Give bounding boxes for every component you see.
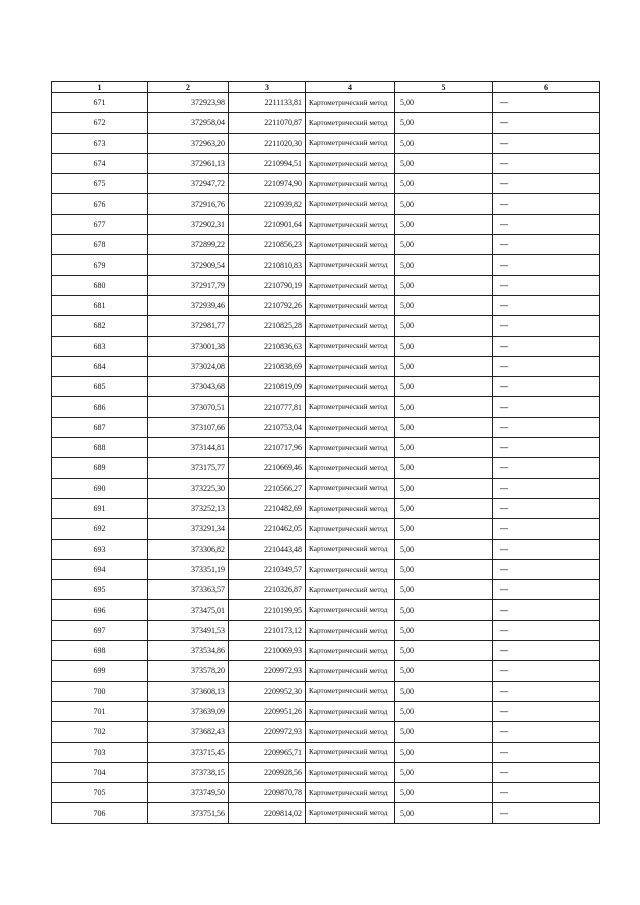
cell-x-coordinate: 372916,76 [148,194,229,214]
cell-x-coordinate: 372958,04 [148,113,229,133]
column-header: 5 [395,82,493,93]
cell-note: — [493,336,600,356]
cell-accuracy: 5,00 [395,174,493,194]
cell-note: — [493,701,600,721]
cell-point-number: 680 [52,275,148,295]
cell-point-number: 697 [52,620,148,640]
cell-note: — [493,722,600,742]
cell-accuracy: 5,00 [395,397,493,417]
table-body [52,93,600,824]
cell-x-coordinate: 373024,08 [148,356,229,376]
cell-y-coordinate: 2210836,63 [229,336,306,356]
table-row [52,539,600,559]
cell-x-coordinate: 373001,38 [148,336,229,356]
cell-note: — [493,620,600,640]
cell-method: Картометрический метод [306,600,395,620]
cell-x-coordinate: 373738,15 [148,762,229,782]
cell-accuracy: 5,00 [395,438,493,458]
table-row [52,519,600,539]
cell-accuracy: 5,00 [395,356,493,376]
cell-point-number: 683 [52,336,148,356]
cell-method: Картометрический метод [306,580,395,600]
table-row [52,641,600,661]
cell-accuracy: 5,00 [395,336,493,356]
cell-point-number: 694 [52,559,148,579]
cell-method: Картометрический метод [306,539,395,559]
table-row [52,762,600,782]
cell-method: Картометрический метод [306,478,395,498]
table-row [52,458,600,478]
table-row [52,498,600,518]
cell-y-coordinate: 2210462,05 [229,519,306,539]
cell-y-coordinate: 2209870,78 [229,783,306,803]
cell-y-coordinate: 2209965,71 [229,742,306,762]
cell-x-coordinate: 373225,30 [148,478,229,498]
cell-accuracy: 5,00 [395,762,493,782]
table-row [52,93,600,113]
cell-note: — [493,93,600,113]
cell-x-coordinate: 373043,68 [148,377,229,397]
cell-accuracy: 5,00 [395,417,493,437]
cell-accuracy: 5,00 [395,722,493,742]
cell-accuracy: 5,00 [395,255,493,275]
cell-accuracy: 5,00 [395,458,493,478]
cell-point-number: 673 [52,133,148,153]
cell-point-number: 690 [52,478,148,498]
cell-point-number: 674 [52,153,148,173]
table-row [52,620,600,640]
cell-method: Картометрический метод [306,377,395,397]
cell-y-coordinate: 2209928,56 [229,762,306,782]
cell-method: Картометрический метод [306,255,395,275]
cell-x-coordinate: 373749,50 [148,783,229,803]
cell-method: Картометрический метод [306,701,395,721]
cell-note: — [493,174,600,194]
table-row [52,377,600,397]
cell-note: — [493,133,600,153]
cell-point-number: 681 [52,295,148,315]
cell-y-coordinate: 2210974,90 [229,174,306,194]
cell-y-coordinate: 2210901,64 [229,214,306,234]
cell-note: — [493,255,600,275]
table-row [52,580,600,600]
cell-y-coordinate: 2210069,93 [229,641,306,661]
cell-method: Картометрический метод [306,93,395,113]
cell-method: Картометрический метод [306,214,395,234]
cell-point-number: 685 [52,377,148,397]
cell-point-number: 692 [52,519,148,539]
cell-point-number: 671 [52,93,148,113]
cell-x-coordinate: 372947,72 [148,174,229,194]
cell-x-coordinate: 373175,77 [148,458,229,478]
table-row [52,113,600,133]
table-row [52,295,600,315]
cell-accuracy: 5,00 [395,93,493,113]
cell-y-coordinate: 2210349,57 [229,559,306,579]
cell-y-coordinate: 2210792,26 [229,295,306,315]
cell-note: — [493,438,600,458]
cell-y-coordinate: 2211070,87 [229,113,306,133]
cell-y-coordinate: 2210443,48 [229,539,306,559]
cell-method: Картометрический метод [306,783,395,803]
cell-accuracy: 5,00 [395,377,493,397]
cell-accuracy: 5,00 [395,295,493,315]
table-row [52,235,600,255]
cell-y-coordinate: 2211020,30 [229,133,306,153]
table-row [52,559,600,579]
cell-method: Картометрический метод [306,681,395,701]
cell-x-coordinate: 373751,56 [148,803,229,823]
cell-point-number: 679 [52,255,148,275]
cell-accuracy: 5,00 [395,600,493,620]
cell-accuracy: 5,00 [395,275,493,295]
cell-accuracy: 5,00 [395,153,493,173]
cell-x-coordinate: 373306,82 [148,539,229,559]
cell-method: Картометрический метод [306,620,395,640]
cell-method: Картометрический метод [306,356,395,376]
cell-method: Картометрический метод [306,153,395,173]
cell-x-coordinate: 373715,45 [148,742,229,762]
cell-point-number: 676 [52,194,148,214]
cell-method: Картометрический метод [306,174,395,194]
cell-x-coordinate: 372961,13 [148,153,229,173]
cell-point-number: 696 [52,600,148,620]
cell-y-coordinate: 2210819,09 [229,377,306,397]
cell-y-coordinate: 2209814,02 [229,803,306,823]
table-row [52,336,600,356]
cell-accuracy: 5,00 [395,701,493,721]
column-header: 6 [493,82,600,93]
cell-y-coordinate: 2210753,04 [229,417,306,437]
table-row [52,214,600,234]
cell-method: Картометрический метод [306,397,395,417]
cell-note: — [493,417,600,437]
cell-note: — [493,762,600,782]
cell-y-coordinate: 2210199,95 [229,600,306,620]
cell-method: Картометрический метод [306,417,395,437]
cell-y-coordinate: 2210326,87 [229,580,306,600]
coordinates-table [51,81,600,824]
column-header: 3 [229,82,306,93]
cell-note: — [493,235,600,255]
cell-x-coordinate: 373351,19 [148,559,229,579]
cell-y-coordinate: 2210566,27 [229,478,306,498]
cell-point-number: 703 [52,742,148,762]
cell-method: Картометрический метод [306,235,395,255]
cell-y-coordinate: 2209972,93 [229,661,306,681]
cell-method: Картометрический метод [306,458,395,478]
table-row [52,722,600,742]
cell-y-coordinate: 2210939,82 [229,194,306,214]
cell-point-number: 702 [52,722,148,742]
cell-accuracy: 5,00 [395,742,493,762]
cell-method: Картометрический метод [306,295,395,315]
cell-y-coordinate: 2210790,19 [229,275,306,295]
table-row [52,701,600,721]
cell-x-coordinate: 373291,34 [148,519,229,539]
table-row [52,478,600,498]
cell-accuracy: 5,00 [395,113,493,133]
table-row [52,174,600,194]
cell-accuracy: 5,00 [395,641,493,661]
cell-note: — [493,559,600,579]
cell-x-coordinate: 372981,77 [148,316,229,336]
cell-accuracy: 5,00 [395,214,493,234]
cell-x-coordinate: 373070,51 [148,397,229,417]
cell-method: Картометрический метод [306,722,395,742]
cell-method: Картометрический метод [306,519,395,539]
cell-point-number: 677 [52,214,148,234]
cell-point-number: 691 [52,498,148,518]
cell-note: — [493,356,600,376]
cell-method: Картометрический метод [306,742,395,762]
cell-method: Картометрический метод [306,133,395,153]
cell-accuracy: 5,00 [395,478,493,498]
cell-note: — [493,498,600,518]
cell-point-number: 706 [52,803,148,823]
table-row [52,681,600,701]
cell-x-coordinate: 373608,13 [148,681,229,701]
cell-point-number: 675 [52,174,148,194]
cell-x-coordinate: 373475,01 [148,600,229,620]
header-row [52,82,600,93]
table-row [52,356,600,376]
cell-method: Картометрический метод [306,113,395,133]
cell-note: — [493,641,600,661]
table-row [52,133,600,153]
table-row [52,153,600,173]
cell-accuracy: 5,00 [395,539,493,559]
cell-y-coordinate: 2210669,46 [229,458,306,478]
cell-x-coordinate: 373491,53 [148,620,229,640]
cell-x-coordinate: 373534,86 [148,641,229,661]
cell-note: — [493,194,600,214]
cell-y-coordinate: 2210856,23 [229,235,306,255]
table-row [52,316,600,336]
cell-y-coordinate: 2210777,81 [229,397,306,417]
cell-point-number: 700 [52,681,148,701]
cell-x-coordinate: 372939,46 [148,295,229,315]
table-row [52,255,600,275]
table-row [52,438,600,458]
cell-x-coordinate: 373682,43 [148,722,229,742]
cell-note: — [493,539,600,559]
cell-y-coordinate: 2209952,30 [229,681,306,701]
cell-point-number: 689 [52,458,148,478]
cell-note: — [493,275,600,295]
cell-method: Картометрический метод [306,498,395,518]
cell-method: Картометрический метод [306,316,395,336]
cell-x-coordinate: 372899,22 [148,235,229,255]
cell-point-number: 693 [52,539,148,559]
cell-y-coordinate: 2210482,69 [229,498,306,518]
cell-x-coordinate: 373144,81 [148,438,229,458]
cell-point-number: 698 [52,641,148,661]
cell-x-coordinate: 372902,31 [148,214,229,234]
cell-point-number: 686 [52,397,148,417]
cell-note: — [493,580,600,600]
column-header: 2 [148,82,229,93]
cell-method: Картометрический метод [306,336,395,356]
cell-point-number: 684 [52,356,148,376]
cell-method: Картометрический метод [306,559,395,579]
cell-note: — [493,600,600,620]
cell-point-number: 705 [52,783,148,803]
cell-x-coordinate: 373363,57 [148,580,229,600]
table-row [52,600,600,620]
cell-point-number: 687 [52,417,148,437]
cell-point-number: 695 [52,580,148,600]
cell-note: — [493,153,600,173]
cell-accuracy: 5,00 [395,235,493,255]
cell-x-coordinate: 373107,66 [148,417,229,437]
column-header: 4 [306,82,395,93]
cell-note: — [493,316,600,336]
cell-accuracy: 5,00 [395,316,493,336]
table-row [52,275,600,295]
cell-note: — [493,113,600,133]
table-row [52,417,600,437]
cell-method: Картометрический метод [306,803,395,823]
table-row [52,783,600,803]
cell-note: — [493,742,600,762]
cell-x-coordinate: 372909,54 [148,255,229,275]
cell-note: — [493,478,600,498]
cell-note: — [493,397,600,417]
cell-y-coordinate: 2210173,12 [229,620,306,640]
cell-point-number: 704 [52,762,148,782]
cell-accuracy: 5,00 [395,620,493,640]
cell-y-coordinate: 2211133,81 [229,93,306,113]
cell-y-coordinate: 2210994,51 [229,153,306,173]
cell-accuracy: 5,00 [395,519,493,539]
cell-point-number: 701 [52,701,148,721]
cell-method: Картометрический метод [306,275,395,295]
cell-note: — [493,783,600,803]
cell-point-number: 699 [52,661,148,681]
table-row [52,661,600,681]
cell-note: — [493,458,600,478]
cell-method: Картометрический метод [306,762,395,782]
coordinates-table-container [51,81,599,824]
cell-accuracy: 5,00 [395,559,493,579]
cell-note: — [493,803,600,823]
cell-y-coordinate: 2209951,26 [229,701,306,721]
cell-point-number: 678 [52,235,148,255]
cell-x-coordinate: 373578,20 [148,661,229,681]
cell-x-coordinate: 372917,79 [148,275,229,295]
cell-accuracy: 5,00 [395,783,493,803]
cell-method: Картометрический метод [306,641,395,661]
cell-y-coordinate: 2209972,93 [229,722,306,742]
cell-y-coordinate: 2210825,28 [229,316,306,336]
cell-y-coordinate: 2210717,96 [229,438,306,458]
table-row [52,742,600,762]
cell-y-coordinate: 2210838,69 [229,356,306,376]
cell-method: Картометрический метод [306,661,395,681]
table-row [52,803,600,823]
cell-accuracy: 5,00 [395,803,493,823]
cell-point-number: 688 [52,438,148,458]
cell-accuracy: 5,00 [395,194,493,214]
cell-x-coordinate: 373252,13 [148,498,229,518]
cell-note: — [493,214,600,234]
cell-note: — [493,681,600,701]
cell-accuracy: 5,00 [395,580,493,600]
cell-point-number: 682 [52,316,148,336]
cell-method: Картометрический метод [306,194,395,214]
cell-x-coordinate: 373639,09 [148,701,229,721]
table-row [52,194,600,214]
table-row [52,397,600,417]
cell-method: Картометрический метод [306,438,395,458]
cell-note: — [493,519,600,539]
cell-x-coordinate: 372963,20 [148,133,229,153]
cell-accuracy: 5,00 [395,498,493,518]
cell-accuracy: 5,00 [395,661,493,681]
cell-note: — [493,295,600,315]
cell-accuracy: 5,00 [395,681,493,701]
cell-x-coordinate: 372923,98 [148,93,229,113]
cell-y-coordinate: 2210810,83 [229,255,306,275]
cell-point-number: 672 [52,113,148,133]
column-header: 1 [52,82,148,93]
cell-note: — [493,377,600,397]
cell-accuracy: 5,00 [395,133,493,153]
cell-note: — [493,661,600,681]
